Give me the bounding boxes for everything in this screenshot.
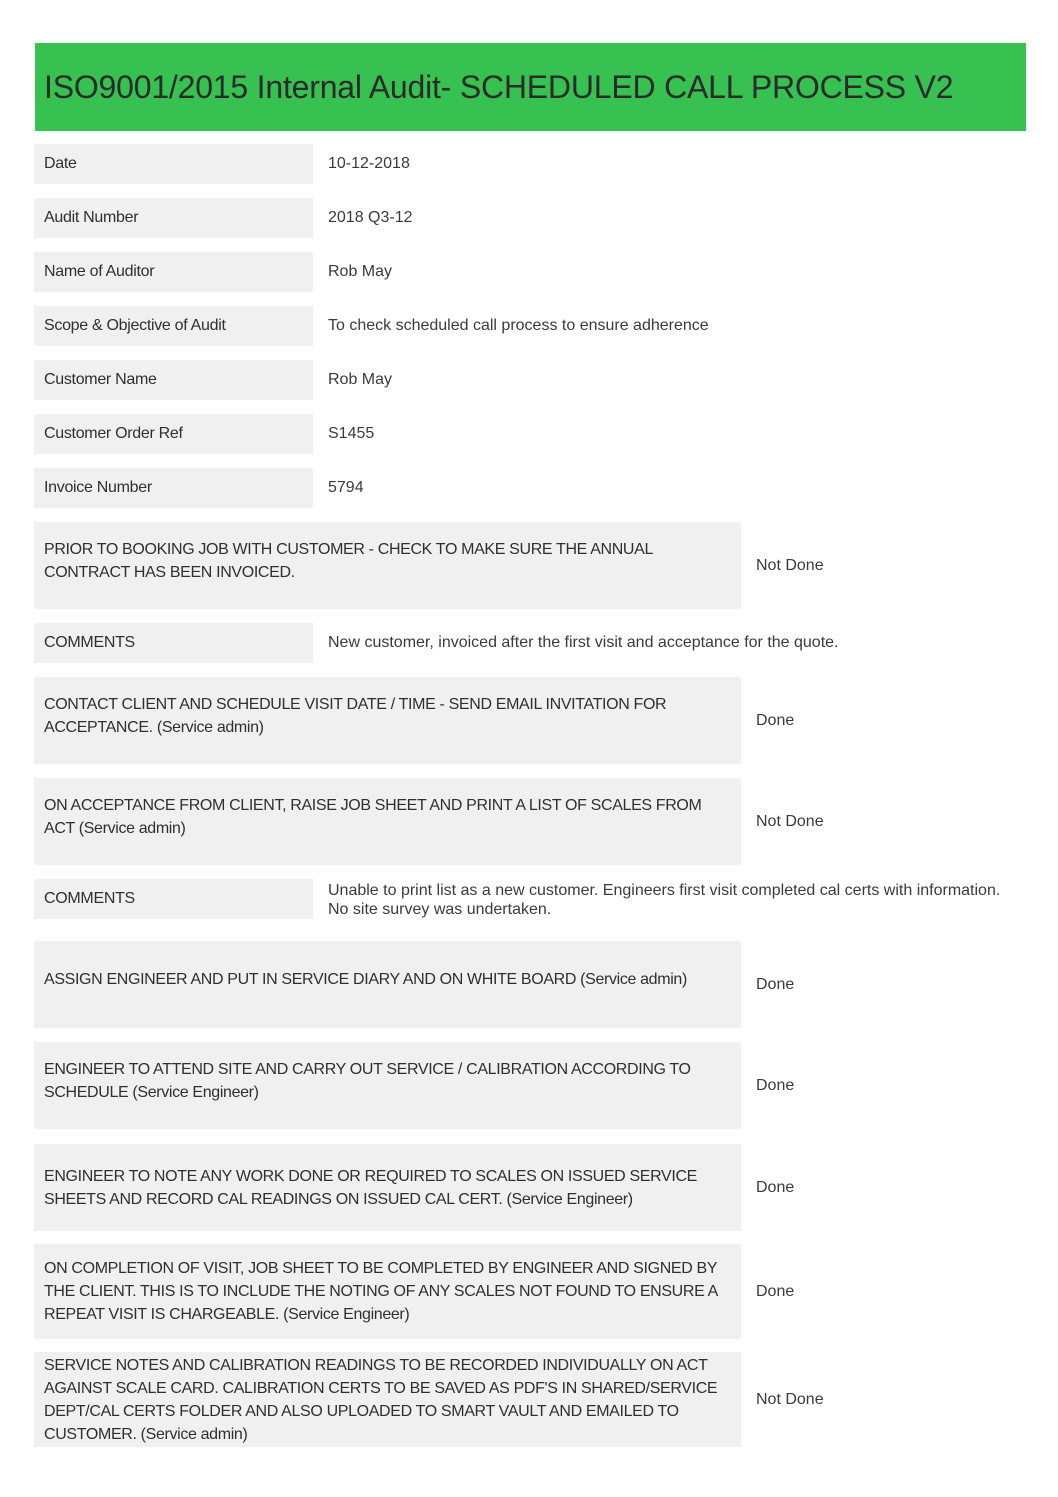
checklist-status: Done (756, 975, 795, 993)
field-value: Rob May (328, 371, 393, 388)
comments-label: COMMENTS (34, 879, 313, 919)
checklist-status: Not Done (756, 1390, 824, 1408)
checklist-question: PRIOR TO BOOKING JOB WITH CUSTOMER - CHECK TO MAKE SURE THE ANNUAL CONTRACT HAS BEEN INVOICED. (34, 522, 741, 609)
checklist-status: Not Done (756, 556, 824, 574)
comments-label: COMMENTS (34, 623, 313, 663)
checklist-status: Done (756, 1076, 795, 1094)
comments-text: New customer, invoiced after the first visit and acceptance for the quote. (328, 634, 839, 651)
field-value: 10-12-2018 (328, 155, 410, 172)
checklist-status: Done (756, 1282, 795, 1300)
page-title: ISO9001/2015 Internal Audit- SCHEDULED CALL PROCESS V2 (44, 68, 954, 105)
field-value: Rob May (328, 263, 393, 280)
checklist-question: ENGINEER TO ATTEND SITE AND CARRY OUT SERVICE / CALIBRATION ACCORDING TO SCHEDULE (Service Engineer) (34, 1042, 741, 1129)
field-label: Invoice Number (34, 468, 313, 508)
checklist-status: Done (756, 1178, 795, 1196)
field-value: 5794 (328, 479, 364, 496)
checklist-question: ENGINEER TO NOTE ANY WORK DONE OR REQUIRED TO SCALES ON ISSUED SERVICE SHEETS AND RECORD CAL READINGS ON ISSUED CAL CERT. (Service Engineer) (34, 1144, 741, 1231)
checklist-status: Not Done (756, 812, 824, 830)
checklist-question: ON COMPLETION OF VISIT, JOB SHEET TO BE COMPLETED BY ENGINEER AND SIGNED BY THE CLIENT. THIS IS TO INCLUDE THE NOTING OF ANY SCALES NOT FOUND TO ENSURE A REPEAT VISIT IS CHARGEABLE. (Service Engineer) (34, 1244, 741, 1339)
field-label: Scope & Objective of Audit (34, 306, 313, 346)
checklist-question: ASSIGN ENGINEER AND PUT IN SERVICE DIARY AND ON WHITE BOARD (Service admin) (34, 941, 741, 1028)
field-value: S1455 (328, 425, 375, 442)
checklist-question: ON ACCEPTANCE FROM CLIENT, RAISE JOB SHEET AND PRINT A LIST OF SCALES FROM ACT (Service admin) (34, 778, 741, 865)
comments-text: Unable to print list as a new customer. Engineers first visit completed cal certs with information. No site survey was undertaken. (328, 882, 1001, 918)
field-value: 2018 Q3-12 (328, 209, 413, 226)
checklist-question: SERVICE NOTES AND CALIBRATION READINGS TO BE RECORDED INDIVIDUALLY ON ACT AGAINST SCALE CARD. CALIBRATION CERTS TO BE SAVED AS PDF'S IN SHARED/SERVICE DEPT/CAL CERTS FOLDER AND ALSO UPLOADED TO SMART VAULT AND EMAILED TO CUSTOMER. (Service admin) (34, 1352, 741, 1447)
checklist-question: CONTACT CLIENT AND SCHEDULE VISIT DATE / TIME - SEND EMAIL INVITATION FOR ACCEPTANCE. (Service admin) (34, 677, 741, 764)
field-label: Audit Number (34, 198, 313, 238)
field-label: Customer Order Ref (34, 414, 313, 454)
checklist-status: Done (756, 711, 795, 729)
field-label: Date (34, 144, 313, 184)
field-label: Customer Name (34, 360, 313, 400)
field-label: Name of Auditor (34, 252, 313, 292)
field-value: To check scheduled call process to ensure adherence (328, 317, 709, 334)
audit-title-banner (35, 43, 1026, 131)
